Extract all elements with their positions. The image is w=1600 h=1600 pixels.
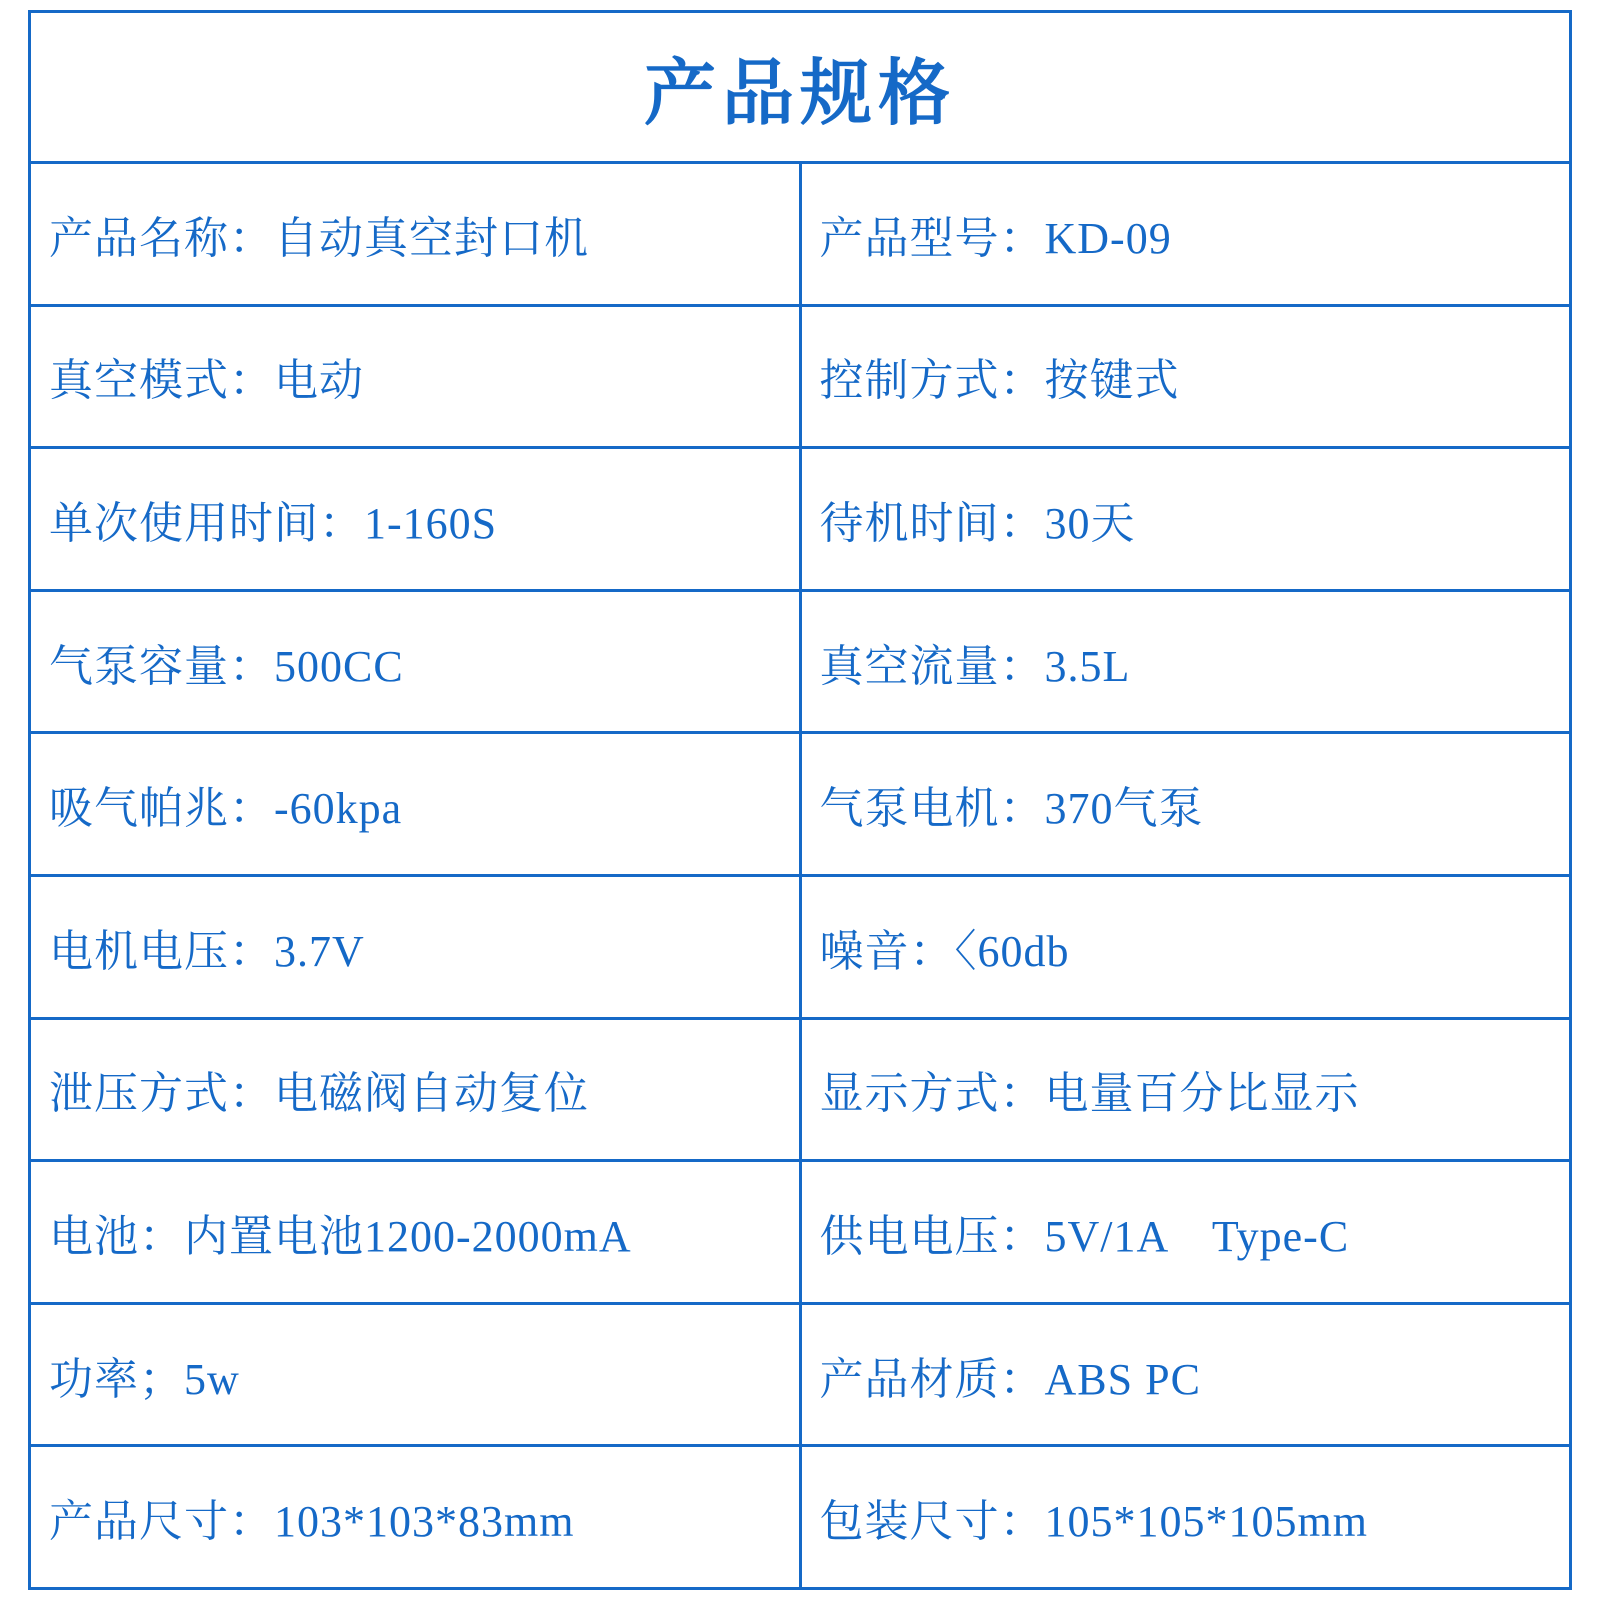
table-row — [30, 875, 1571, 1018]
spec-material: 产品材质：ABS PC — [800, 1303, 1571, 1446]
table-row — [30, 733, 1571, 876]
spec-standby-time: 待机时间：30天 — [800, 448, 1571, 591]
table-row — [30, 448, 1571, 591]
spec-product-name: 产品名称：自动真空封口机 — [30, 163, 801, 306]
spec-motor-voltage: 电机电压：3.7V — [30, 875, 801, 1018]
spec-pump-capacity: 气泵容量：500CC — [30, 590, 801, 733]
spec-pressure-release: 泄压方式：电磁阀自动复位 — [30, 1018, 801, 1161]
table-row — [30, 305, 1571, 448]
spec-product-size: 产品尺寸：103*103*83mm — [30, 1446, 801, 1589]
spec-control-method: 控制方式：按键式 — [800, 305, 1571, 448]
spec-display-method: 显示方式：电量百分比显示 — [800, 1018, 1571, 1161]
spec-pump-motor: 气泵电机：370气泵 — [800, 733, 1571, 876]
table-row — [30, 1303, 1571, 1446]
table-row — [30, 590, 1571, 733]
spec-power-supply: 供电电压：5V/1A Type-C — [800, 1161, 1571, 1304]
title-row — [30, 12, 1571, 163]
table-row — [30, 1018, 1571, 1161]
spec-package-size: 包装尺寸：105*105*105mm — [800, 1446, 1571, 1589]
page-title: 产品规格 — [30, 12, 1571, 163]
spec-single-use-time: 单次使用时间：1-160S — [30, 448, 801, 591]
table-row — [30, 1161, 1571, 1304]
spec-vacuum-flow: 真空流量：3.5L — [800, 590, 1571, 733]
table-row — [30, 1446, 1571, 1589]
specifications-table — [28, 10, 1572, 1590]
spec-vacuum-mode: 真空模式：电动 — [30, 305, 801, 448]
spec-battery: 电池：内置电池1200-2000mA — [30, 1161, 801, 1304]
table-row — [30, 163, 1571, 306]
spec-noise: 噪音：〈60db — [800, 875, 1571, 1018]
spec-suction-pressure: 吸气帕兆：-60kpa — [30, 733, 801, 876]
spec-power: 功率；5w — [30, 1303, 801, 1446]
spec-product-model: 产品型号：KD-09 — [800, 163, 1571, 306]
